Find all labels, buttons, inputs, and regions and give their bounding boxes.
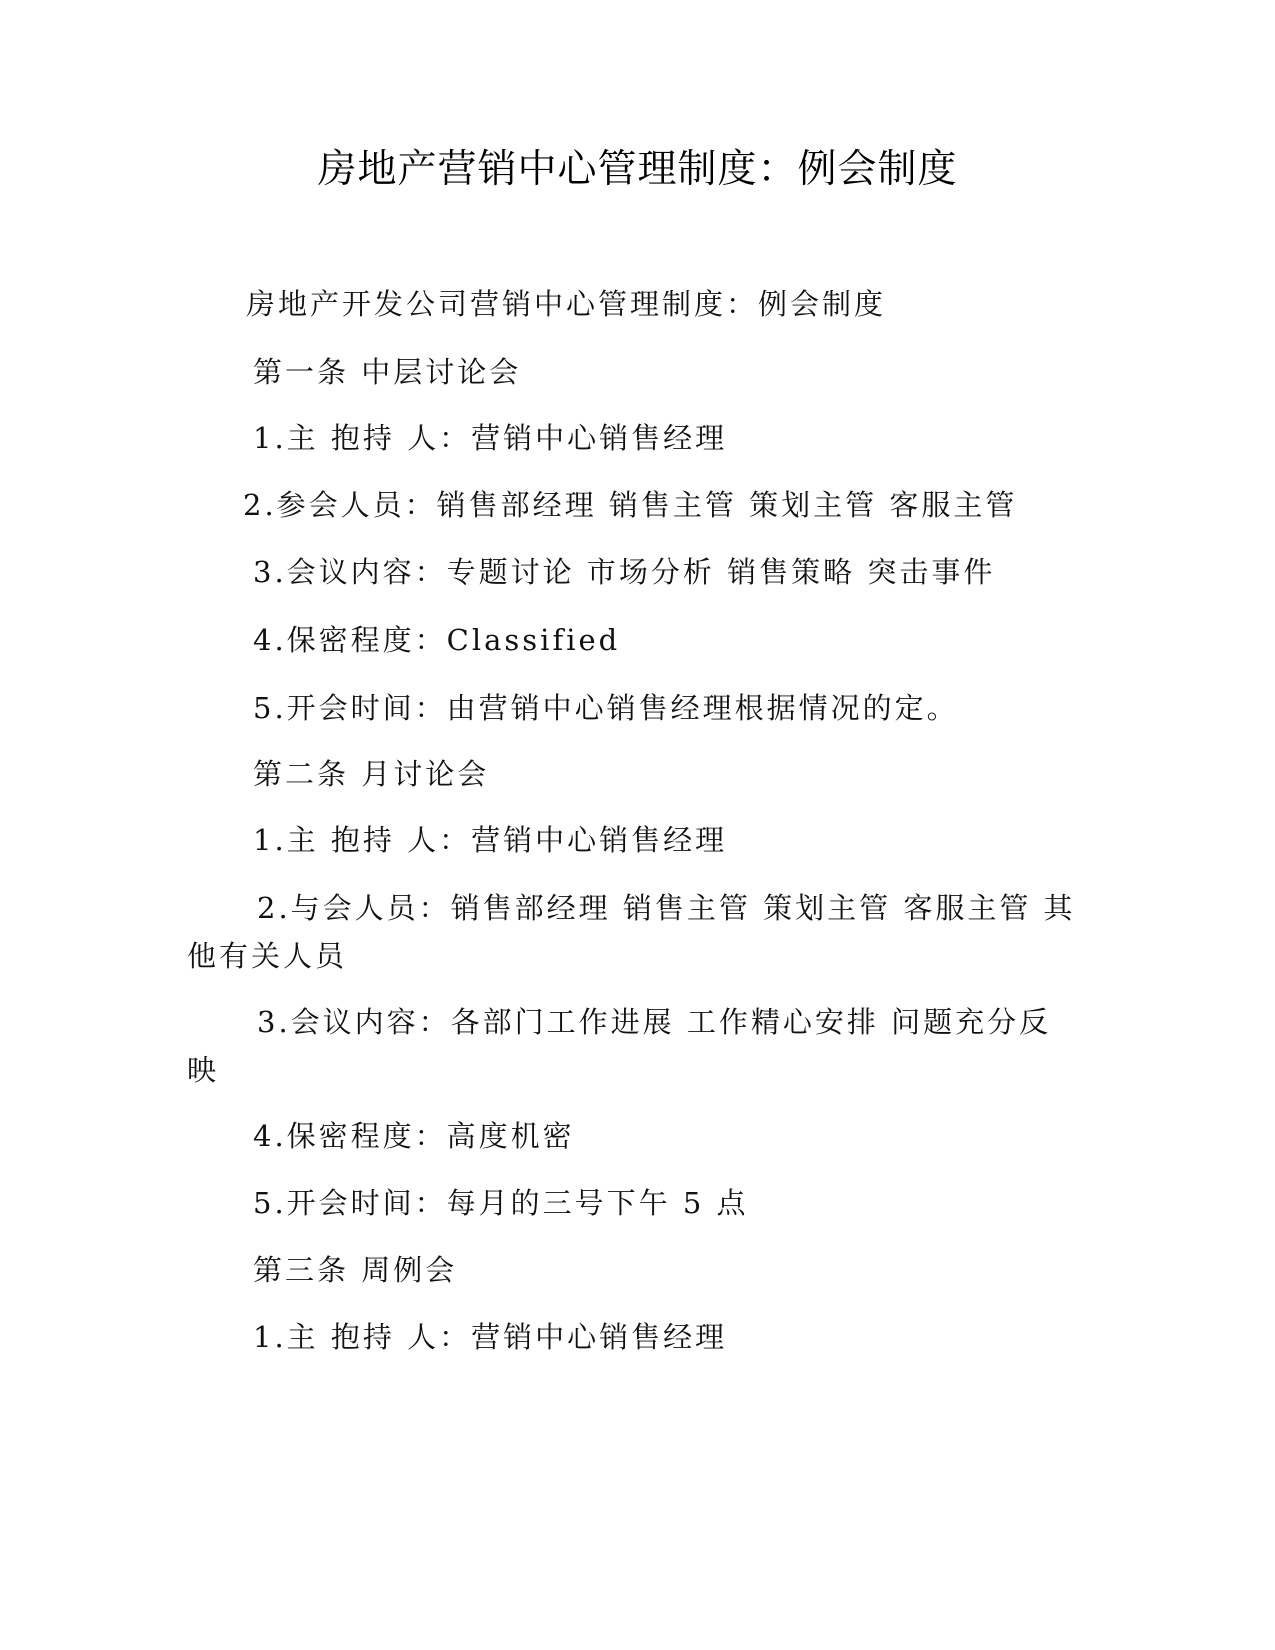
section-heading: 第一条 中层讨论会 bbox=[253, 355, 522, 389]
section-heading: 第二条 月讨论会 bbox=[253, 757, 490, 791]
document-subtitle: 房地产开发公司营销中心管理制度：例会制度 bbox=[246, 287, 887, 321]
section-item: 5.开会时间：每月的三号下午 5 点 bbox=[253, 1186, 749, 1220]
section-item: 4.保密程度：高度机密 bbox=[253, 1119, 575, 1153]
section-item: 2.参会人员：销售部经理 销售主管 策划主管 客服主管 bbox=[243, 488, 1018, 522]
section-item: 1.主 抱持 人：营销中心销售经理 bbox=[253, 1320, 728, 1354]
section-item: 1.主 抱持 人：营销中心销售经理 bbox=[253, 823, 728, 857]
section-item: 1.主 抱持 人：营销中心销售经理 bbox=[253, 421, 728, 455]
section-item: 4.保密程度：Classified bbox=[253, 623, 621, 657]
section-item: 5.开会时间：由营销中心销售经理根据情况的定。 bbox=[253, 691, 959, 725]
section-item: 3.会议内容：专题讨论 市场分析 销售策略 突击事件 bbox=[253, 555, 996, 589]
section-heading: 第三条 周例会 bbox=[253, 1253, 458, 1287]
document-title: 房地产营销中心管理制度：例会制度 bbox=[317, 147, 958, 192]
section-item-wrapped: 2.与会人员：销售部经理 销售主管 策划主管 客服主管 其他有关人员 bbox=[187, 891, 1076, 973]
section-item-wrapped: 3.会议内容：各部门工作进展 工作精心安排 问题充分反映 bbox=[187, 1005, 1052, 1087]
